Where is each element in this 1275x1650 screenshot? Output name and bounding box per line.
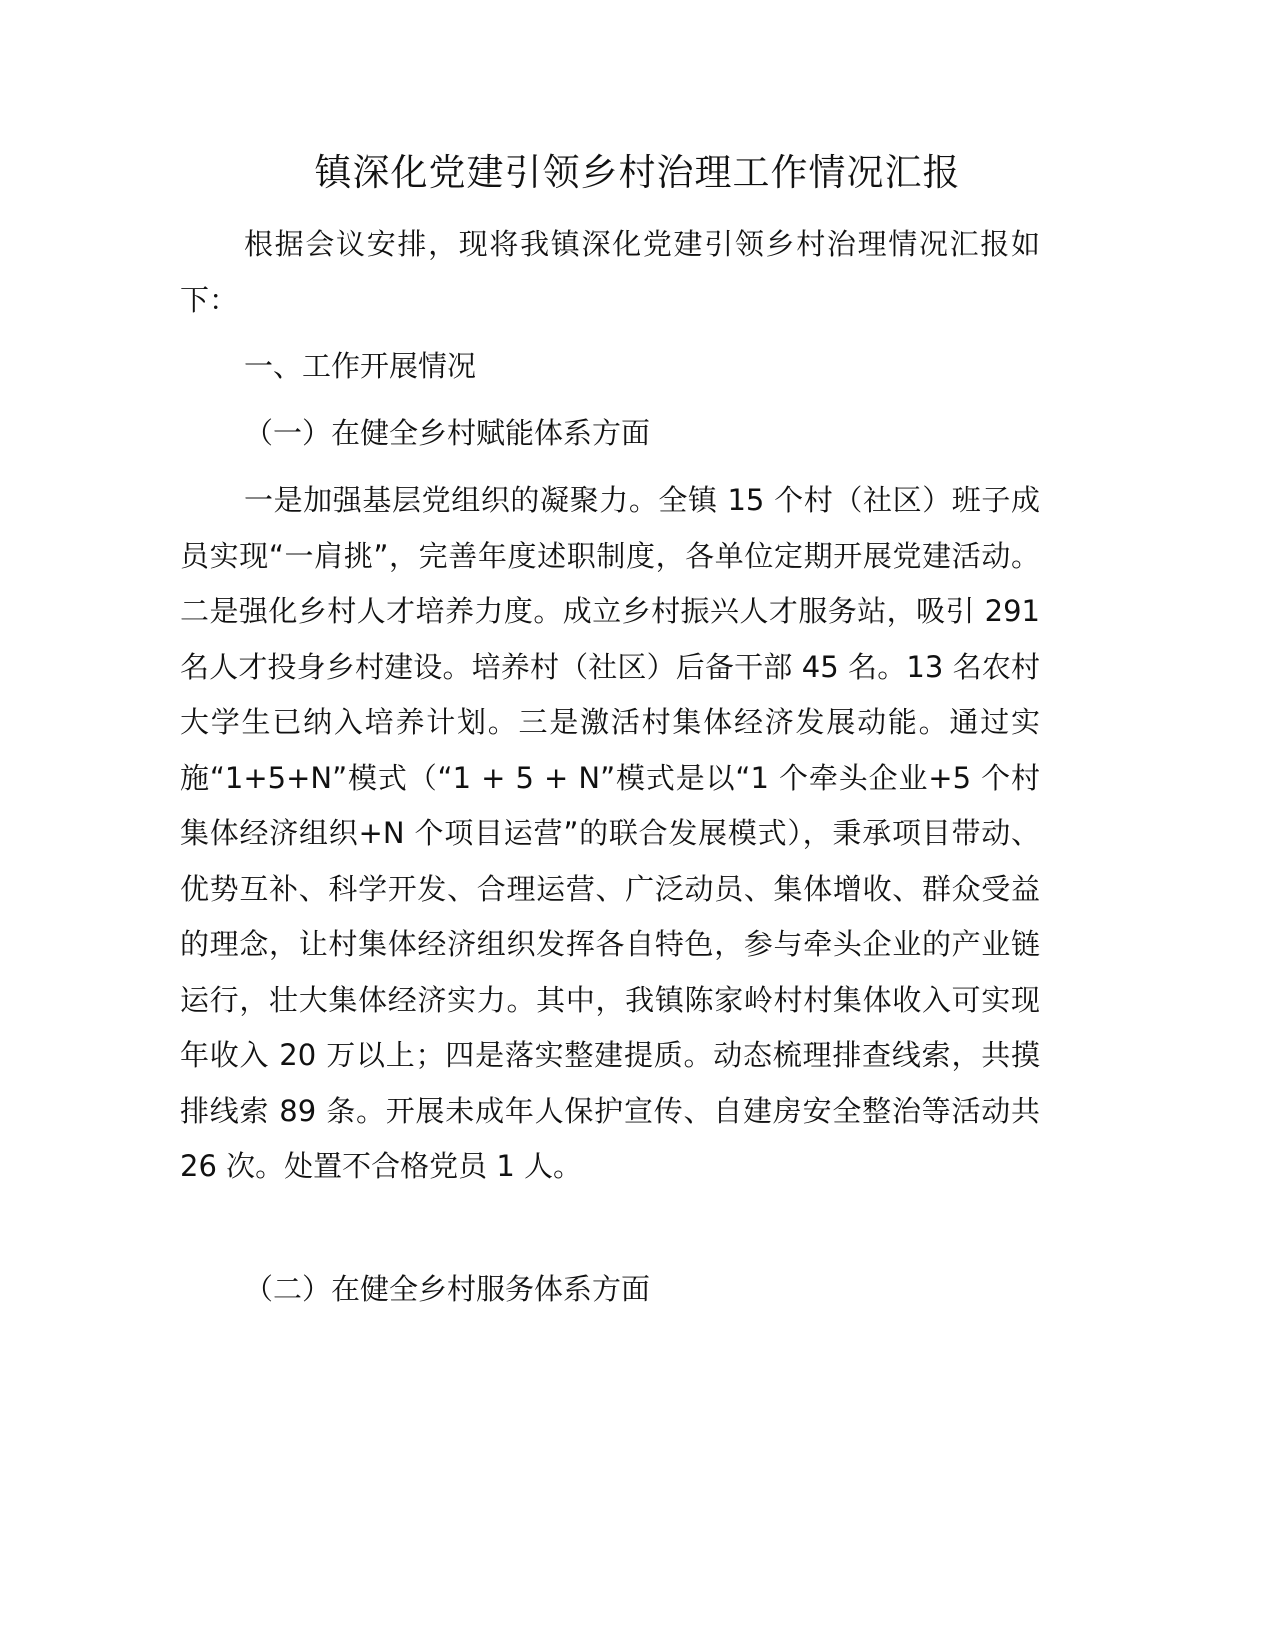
subsection-heading-1: （一）在健全乡村赋能体系方面	[244, 416, 651, 450]
document-title: 镇深化党建引领乡村治理工作情况汇报	[314, 151, 961, 194]
section-heading-1: 一、工作开展情况	[244, 349, 477, 383]
intro-paragraph: 根据会议安排，现将我镇深化党建引领乡村治理情况汇报如下：	[180, 227, 1040, 317]
subsection-1-paragraph: 一是加强基层党组织的凝聚力。全镇 15 个村（社区）班子成员实现“一肩挑”，完善年度述职制度，各单位定期开展党建活动。二是强化乡村人才培养力度。成立乡村振兴人才服务站，吸引 291 名人才投身乡村建设。培养村（社区）后备干部 45 名。13 名农村大学生已纳入培养计划。三是激活村集体经济发展动能。通过实施“1+5+N”模式（“1 + 5 + N”模式是以“1 个牵头企业+5 个村集体经济组织+N 个项目运营”的联合发展模式），秉承项目带动、优势互补、科学开发、合理运营、广泛动员、集体增收、群众受益的理念，让村集体经济组织发挥各自特色，参与牵头企业的产业链运行，壮大集体经济实力。其中，我镇陈家岭村村集体收入可实现年收入 20 万以上；四是落实整建提质。动态梳理排查线索，共摸排线索 89 条。开展未成年人保护宣传、自建房安全整治等活动共 26 次。处置不合格党员 1 人。	[180, 483, 1040, 1183]
subsection-heading-2: （二）在健全乡村服务体系方面	[244, 1272, 651, 1306]
